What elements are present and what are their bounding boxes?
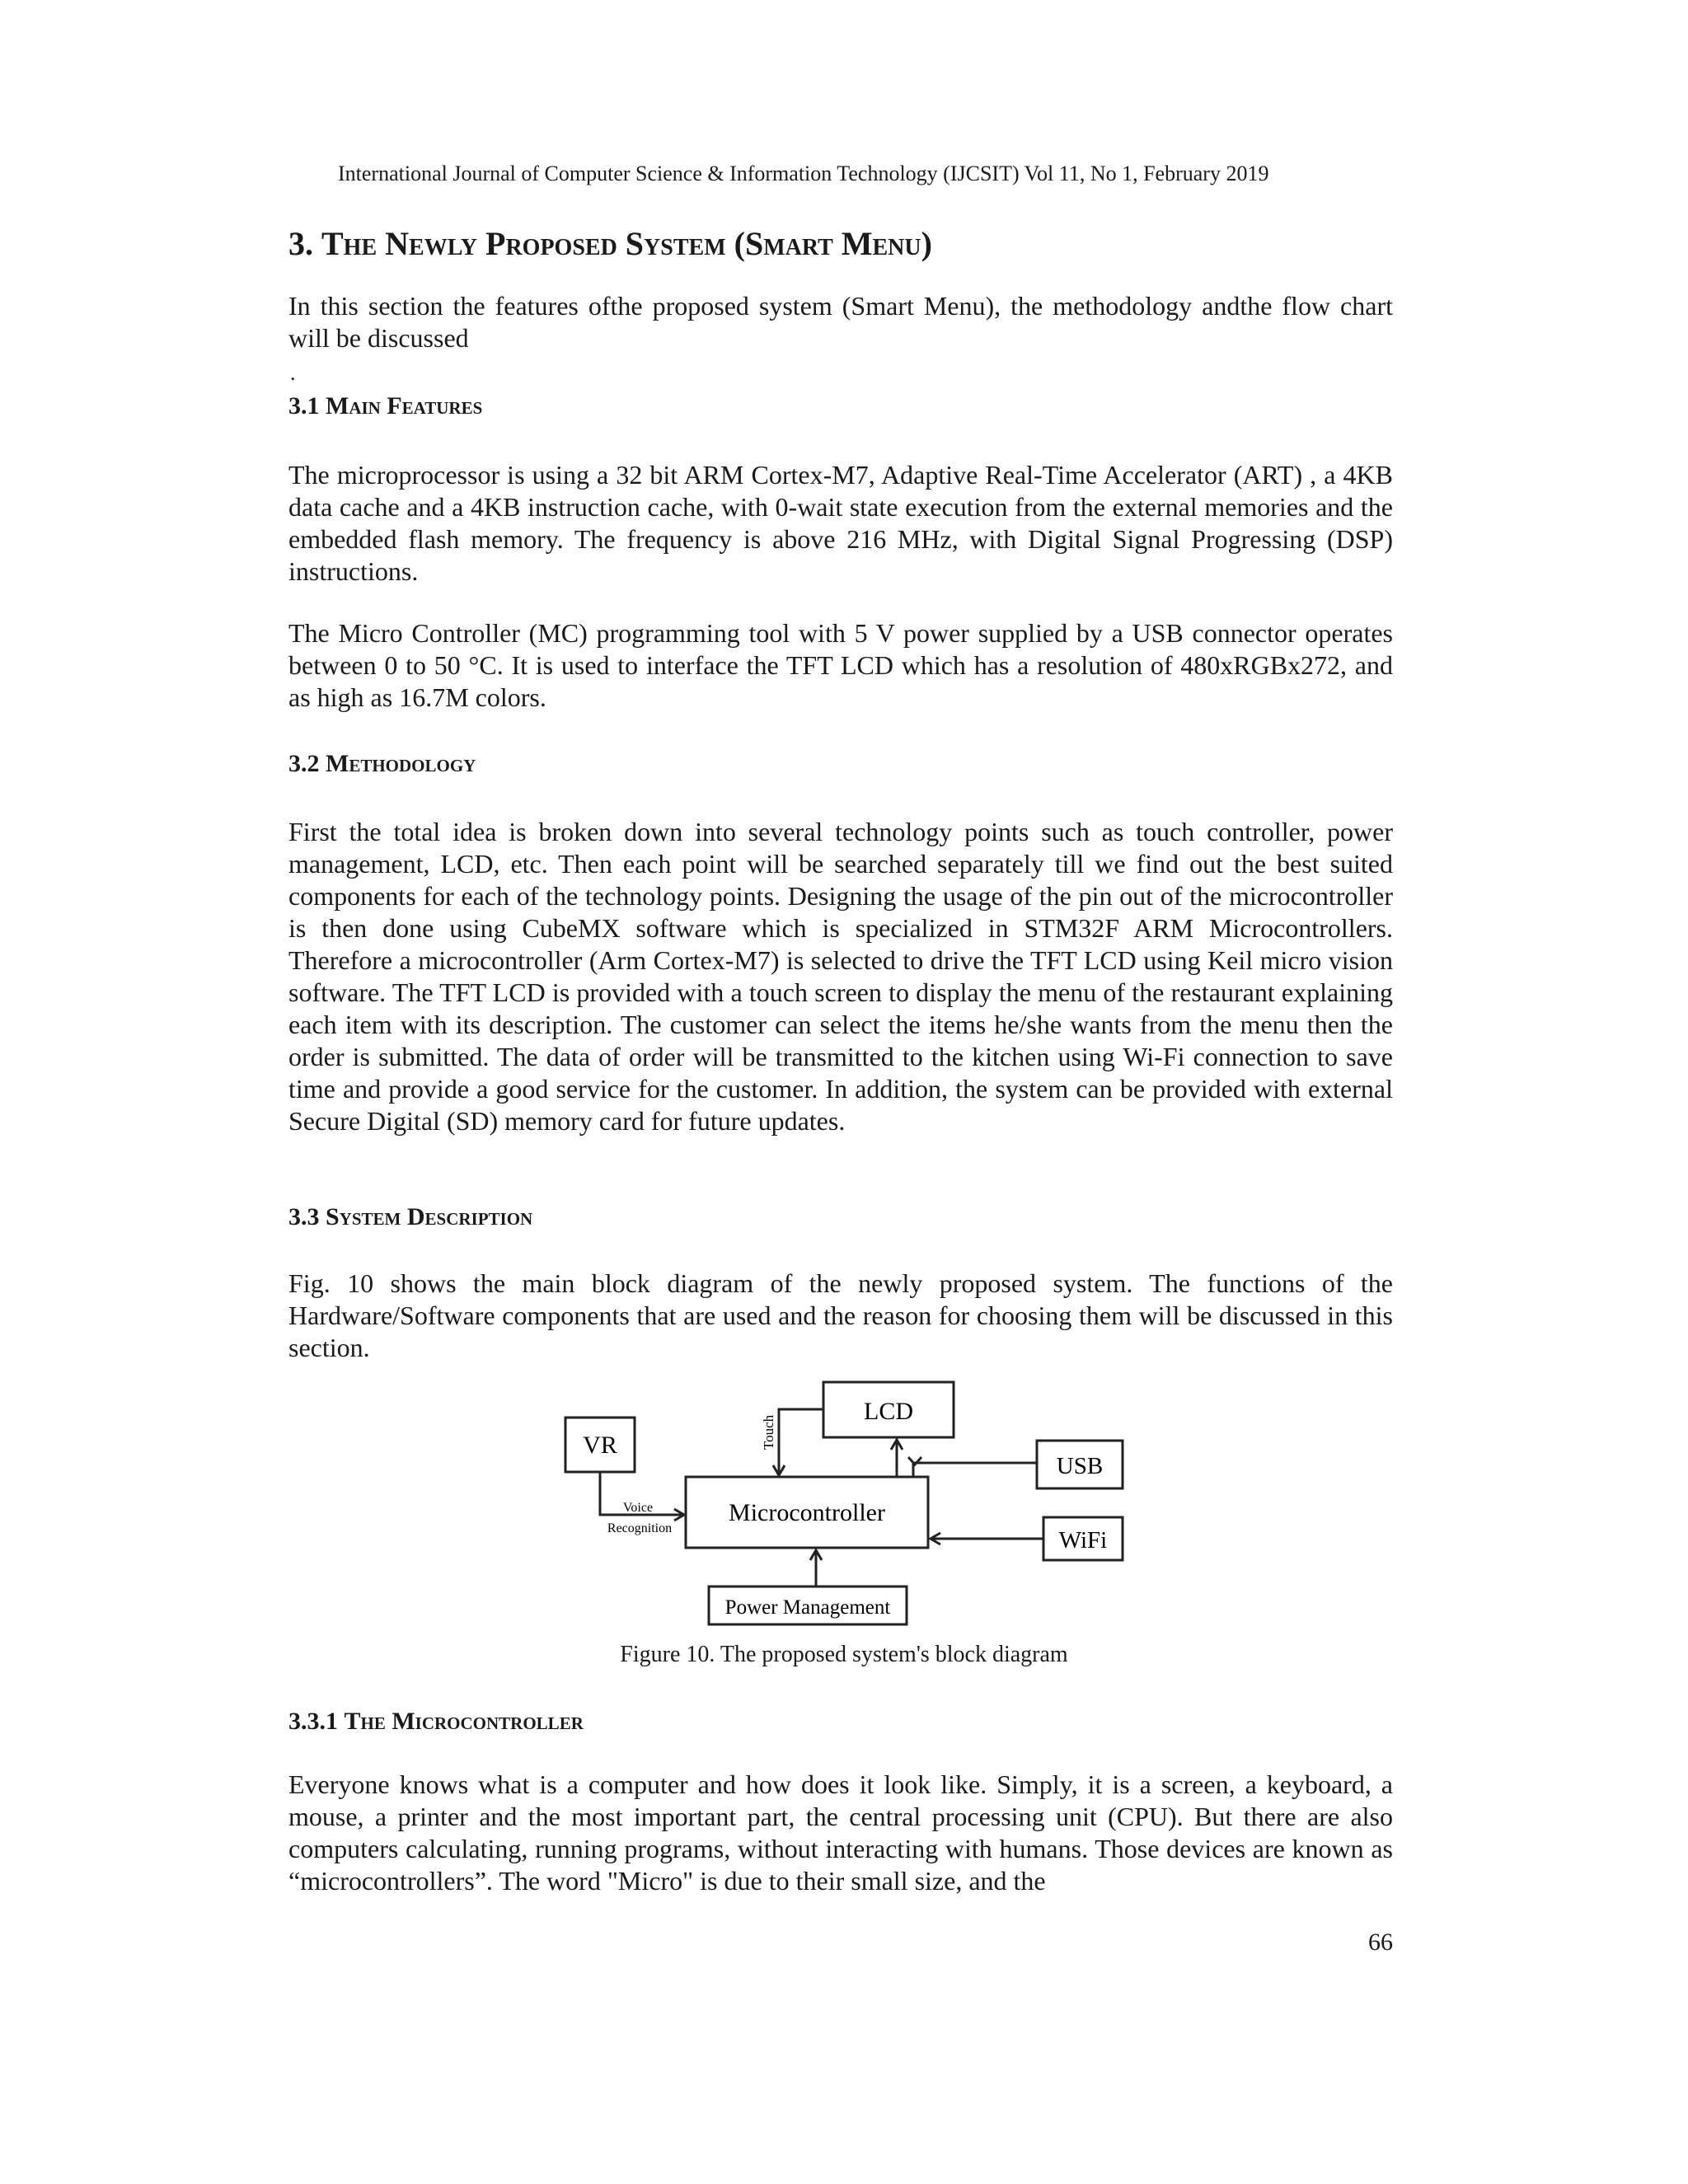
section-3-3-paragraph: Fig. 10 shows the main block diagram of the newly proposed system. The functions of the Hardware/Software components that are used and the reason for choosing them will be discussed in this section. <box>288 1268 1393 1362</box>
section-3-1-paragraph-1: The microprocessor is using a 32 bit ARM Cortex-M7, Adaptive Real-Time Accelerator (ART) , a 4KB data cache and a 4KB instruction cache, with 0-wait state execution from the external memories and the embedded flash memory. The frequency is above 216 MHz, with Digital Signal Progressing (DSP) instructions. <box>288 460 1393 586</box>
wifi-label: WiFi <box>1058 1527 1108 1554</box>
section-number: 3.3.1 <box>288 1708 338 1735</box>
figure-caption: Figure 10. The proposed system's block diagram <box>620 1642 1068 1667</box>
section-title: System Description <box>326 1203 533 1230</box>
section-3-1-paragraph-2: The Micro Controller (MC) programming tool with 5 V power supplied by a USB connector operates between 0 to 50 °C. It is used to interface the TFT LCD which has a resolution of 480xRGBx272, and as high as 16.7M colors. <box>288 618 1393 712</box>
section-title: The Newly Proposed System (Smart Menu) <box>321 225 932 262</box>
section-3-3-1-heading <box>288 1708 584 1736</box>
section-number: 3.3 <box>288 1203 320 1230</box>
vr-label: VR <box>583 1432 617 1459</box>
running-header: International Journal of Computer Science & Information Technology (IJCSIT) Vol 11, No 1, February 2019 <box>338 162 1269 185</box>
power-management-label: Power Management <box>724 1596 891 1619</box>
section-3-intro: In this section the features ofthe proposed system (Smart Menu), the methodology andthe flow chart will be discussed <box>288 291 1393 353</box>
microcontroller-label: Microcontroller <box>729 1499 885 1526</box>
section-title: Main Features <box>326 392 483 419</box>
page-number: 66 <box>1368 1929 1393 1956</box>
voice-label: Voice <box>622 1501 654 1515</box>
section-number: 3.2 <box>288 750 320 777</box>
section-3-2-paragraph: First the total idea is broken down into several technology points such as touch controller, power management, LCD, etc. Then each point will be searched separately till we find out the best suited components for each of the technology points. Designing the usage of the pin out of the microcontroller is then done using CubeMX software which is specialized in STM32F ARM Microcontrollers. Therefore a microcontroller (Arm Cortex-M7) is selected to drive the TFT LCD using Keil micro vision software. The TFT LCD is provided with a touch screen to display the menu of the restaurant explaining each item with its description. The customer can select the items he/she wants from the menu then the order is submitted. The data of order will be transmitted to the kitchen using Wi-Fi connection to save time and provide a good service for the customer. In addition, the system can be provided with external Secure Digital (SD) memory card for future updates. <box>288 817 1393 1136</box>
section-title: Methodology <box>326 750 476 777</box>
usb-label: USB <box>1056 1453 1104 1479</box>
section-number: 3. <box>288 225 313 262</box>
section-number: 3.1 <box>288 392 320 419</box>
lcd-touch-arrow <box>779 1409 823 1475</box>
recognition-label: Recognition <box>607 1521 673 1535</box>
usb-to-lcd-mcu-arrow <box>913 1463 1037 1477</box>
lcd-label: LCD <box>864 1398 913 1425</box>
stray-period: . <box>290 361 296 385</box>
section-3-3-1-paragraph: Everyone knows what is a computer and how does it look like. Simply, it is a screen, a keyboard, a mouse, a printer and the most important part, the central processing unit (CPU). But there are also computers calculating, running programs, without interacting with humans. Those devices are known as “microcontrollers”. The word "Micro" is due to their small size, and the <box>288 1769 1393 1896</box>
section-title: The Microcontroller <box>344 1708 584 1735</box>
touch-label: Touch <box>761 1414 776 1451</box>
